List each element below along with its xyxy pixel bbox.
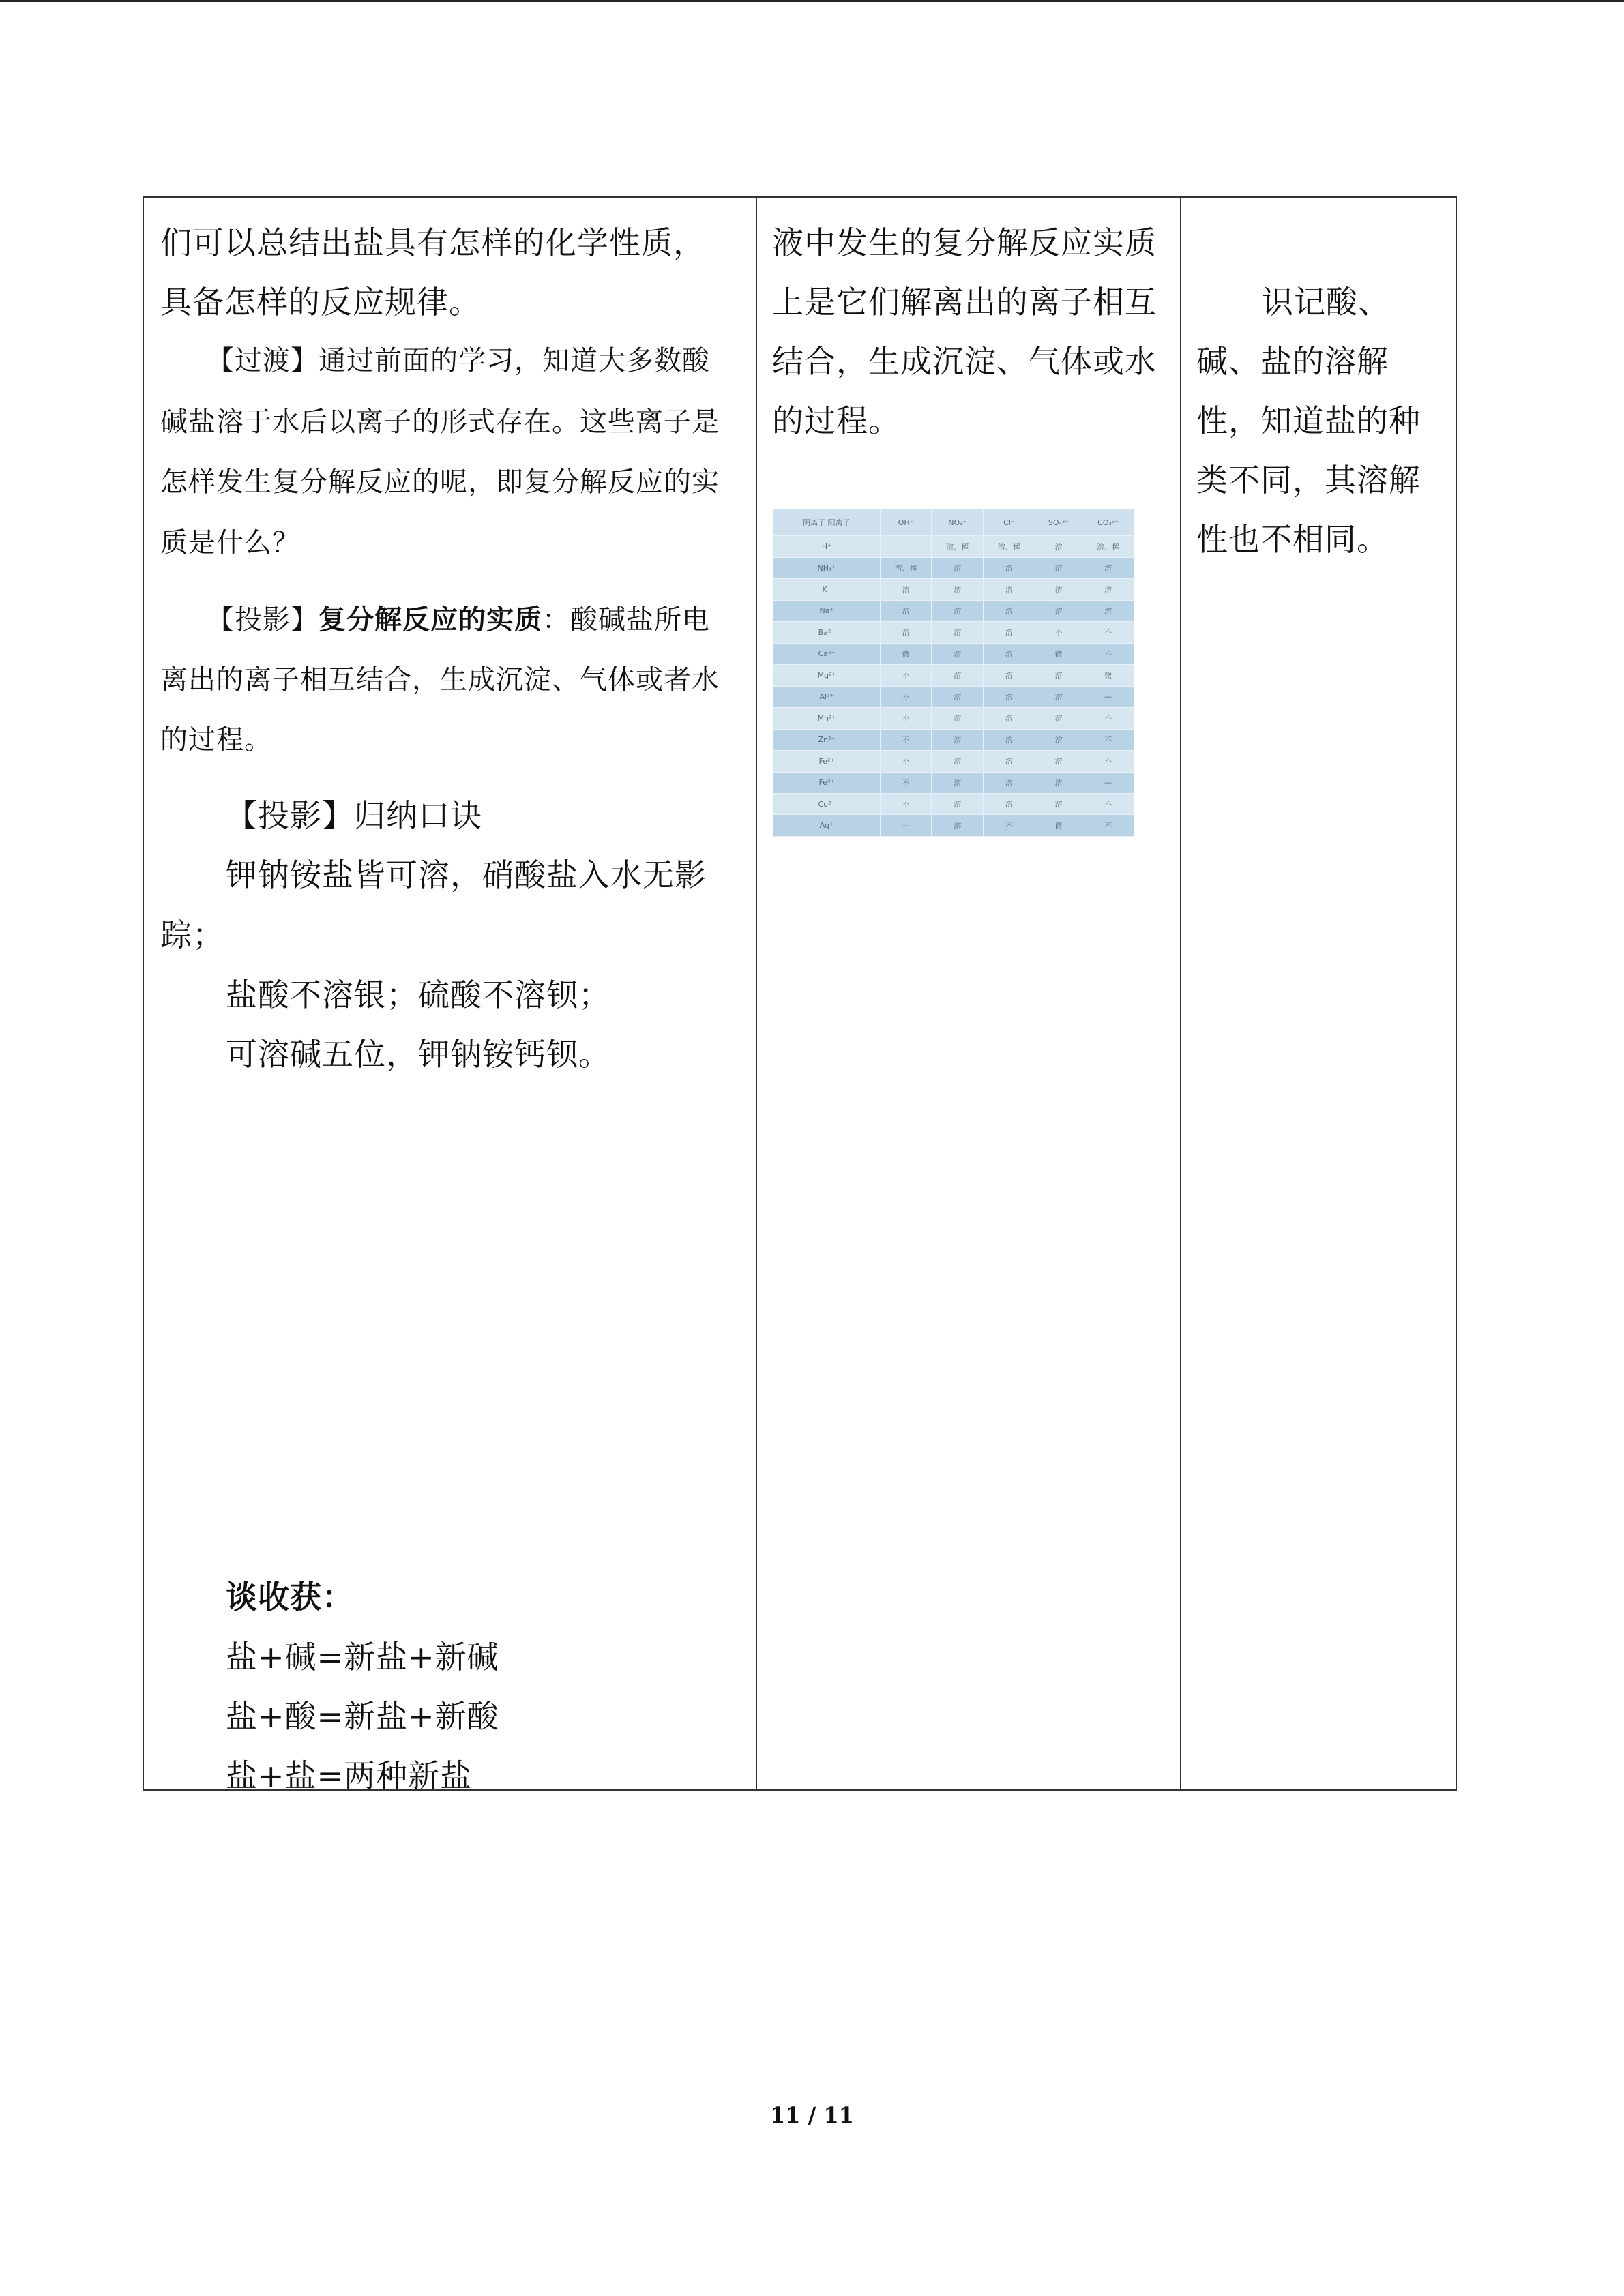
text-line: 具备怎样的反应规律。 bbox=[160, 284, 481, 320]
solubility-row bbox=[773, 557, 1134, 578]
transition-tag: 【过渡】 bbox=[207, 345, 319, 376]
solubility-row bbox=[773, 643, 1134, 664]
solubility-cell: 溶 bbox=[984, 729, 1035, 750]
text-line: ：酸碱盐所电 bbox=[542, 604, 710, 636]
solubility-cell: — bbox=[1082, 686, 1134, 707]
text-line: 上是它们解离出的离子相互 bbox=[772, 284, 1157, 320]
solubility-row bbox=[773, 772, 1134, 793]
text-line: 类不同，其溶解 bbox=[1196, 462, 1421, 498]
solubility-cell: 溶 bbox=[984, 751, 1035, 772]
solubility-cell: 溶 bbox=[932, 622, 984, 643]
text-line: 们可以总结出盐具有怎样的化学性质， bbox=[160, 224, 705, 261]
solubility-cell: Mg²⁺ bbox=[773, 665, 881, 686]
harvest-heading: 谈收获： bbox=[226, 1579, 354, 1615]
solubility-cell: 溶 bbox=[880, 600, 932, 621]
solubility-row bbox=[773, 665, 1134, 686]
solubility-cell: 溶 bbox=[984, 557, 1035, 578]
solubility-cell: 溶 bbox=[932, 772, 984, 793]
lesson-table bbox=[143, 196, 1457, 1794]
solubility-cell: 溶 bbox=[1082, 579, 1134, 600]
solubility-cell: 溶 bbox=[1035, 600, 1082, 621]
mnemonic-heading: 【投影】归纳口诀 bbox=[226, 797, 482, 834]
solubility-cell: 不 bbox=[1082, 622, 1134, 643]
text-line: 可溶碱五位，钾钠铵钙钡。 bbox=[226, 1036, 610, 1073]
solubility-cell: 溶 bbox=[880, 579, 932, 600]
solubility-cell: 不 bbox=[880, 729, 932, 750]
text-line: 盐+酸=新盐+新酸 bbox=[226, 1698, 499, 1735]
text-line: 踪； bbox=[160, 916, 224, 953]
solubility-cell: 不 bbox=[880, 751, 932, 772]
text-line: 盐+盐=两种新盐 bbox=[226, 1757, 473, 1794]
solubility-cell: 不 bbox=[880, 686, 932, 707]
solubility-row bbox=[773, 536, 1134, 557]
transition-paragraph bbox=[207, 339, 710, 378]
text-line: 离出的离子相互结合，生成沉淀、气体或者水 bbox=[160, 664, 720, 696]
solubility-row bbox=[773, 729, 1134, 750]
solubility-header-cell: NO₃⁻ bbox=[932, 509, 984, 536]
solubility-cell: Ag⁺ bbox=[773, 815, 881, 837]
solubility-table-image bbox=[773, 509, 1134, 837]
solubility-cell: 不 bbox=[984, 815, 1035, 837]
solubility-cell: 不 bbox=[880, 708, 932, 729]
solubility-cell: 溶 bbox=[1035, 579, 1082, 600]
page-number: 11 / 11 bbox=[769, 2102, 855, 2128]
solubility-cell: 溶 bbox=[880, 622, 932, 643]
solubility-cell: 微 bbox=[1035, 643, 1082, 664]
solubility-cell: 不 bbox=[1082, 793, 1134, 814]
solubility-cell: 溶 bbox=[1035, 708, 1082, 729]
solubility-cell: 不 bbox=[1082, 729, 1134, 750]
text-line: 的过程。 bbox=[160, 724, 272, 756]
solubility-header-cell: OH⁻ bbox=[880, 509, 932, 536]
solubility-cell: 溶 bbox=[1035, 772, 1082, 793]
text-line: 性也不相同。 bbox=[1196, 521, 1389, 558]
solubility-row bbox=[773, 793, 1134, 814]
projection-key-term: 复分解反应的实质 bbox=[319, 603, 542, 636]
solubility-cell: Na⁺ bbox=[773, 600, 881, 621]
text-line: 盐+碱=新盐+新碱 bbox=[226, 1639, 499, 1675]
solubility-cell: 不 bbox=[1082, 815, 1134, 837]
projection-tag: 【投影】 bbox=[207, 604, 319, 636]
teacher-activity-column bbox=[144, 198, 756, 1794]
solubility-header-cell: SO₄²⁻ bbox=[1035, 509, 1082, 536]
solubility-cell: Al³⁺ bbox=[773, 686, 881, 707]
solubility-row bbox=[773, 708, 1134, 729]
solubility-header-cell: Cl⁻ bbox=[984, 509, 1035, 536]
student-activity-column bbox=[757, 198, 1180, 1789]
solubility-cell: 溶、挥 bbox=[880, 557, 932, 578]
solubility-cell: 溶 bbox=[1035, 536, 1082, 557]
solubility-cell: 溶 bbox=[984, 793, 1035, 814]
solubility-row bbox=[773, 579, 1134, 600]
text-line: 碱、盐的溶解 bbox=[1196, 343, 1389, 380]
solubility-cell: — bbox=[1082, 772, 1134, 793]
solubility-cell: Ba²⁺ bbox=[773, 622, 881, 643]
solubility-header-cell: CO₃²⁻ bbox=[1082, 509, 1134, 536]
solubility-cell: 溶 bbox=[932, 708, 984, 729]
solubility-cell: Mn²⁺ bbox=[773, 708, 881, 729]
solubility-cell: 不 bbox=[1082, 751, 1134, 772]
solubility-cell: 溶 bbox=[932, 557, 984, 578]
solubility-cell: 不 bbox=[1082, 708, 1134, 729]
solubility-cell: Fe³⁺ bbox=[773, 772, 881, 793]
solubility-cell: 微 bbox=[1035, 815, 1082, 837]
solubility-cell: 溶 bbox=[932, 815, 984, 837]
solubility-cell: 溶、挥 bbox=[1082, 536, 1134, 557]
solubility-header-cell: 阴离子 阳离子 bbox=[773, 509, 881, 536]
solubility-cell: 溶 bbox=[1082, 557, 1134, 578]
solubility-cell: 溶 bbox=[1035, 729, 1082, 750]
solubility-cell: 溶 bbox=[984, 686, 1035, 707]
solubility-cell: 不 bbox=[880, 772, 932, 793]
text-line: 钾钠铵盐皆可溶，硝酸盐入水无影 bbox=[226, 856, 707, 893]
solubility-cell bbox=[880, 536, 932, 557]
text-line: 的过程。 bbox=[772, 402, 900, 439]
solubility-cell: 溶 bbox=[984, 579, 1035, 600]
text-line: 通过前面的学习，知道大多数酸 bbox=[319, 345, 710, 376]
solubility-row bbox=[773, 815, 1134, 837]
solubility-cell: 溶 bbox=[932, 600, 984, 621]
solubility-cell: 溶、挥 bbox=[932, 536, 984, 557]
text-line: 识记酸、 bbox=[1262, 284, 1390, 320]
solubility-header-row bbox=[773, 509, 1134, 536]
solubility-cell: 溶 bbox=[984, 600, 1035, 621]
solubility-cell: 溶 bbox=[984, 708, 1035, 729]
solubility-cell: 溶、挥 bbox=[984, 536, 1035, 557]
design-intent-column bbox=[1181, 198, 1457, 1789]
text-line: 性，知道盐的种 bbox=[1196, 402, 1421, 439]
text-line: 质是什么？ bbox=[160, 527, 300, 558]
projection-paragraph bbox=[207, 598, 710, 637]
solubility-cell: 溶 bbox=[984, 665, 1035, 686]
solubility-cell: 溶 bbox=[932, 579, 984, 600]
solubility-cell: 溶 bbox=[932, 643, 984, 664]
text-line: 结合，生成沉淀、气体或水 bbox=[772, 343, 1157, 380]
solubility-cell: 溶 bbox=[1035, 686, 1082, 707]
page-top-border bbox=[0, 0, 1624, 2]
solubility-cell: 溶 bbox=[984, 643, 1035, 664]
text-line: 怎样发生复分解反应的呢，即复分解反应的实 bbox=[160, 466, 720, 498]
solubility-cell: 溶 bbox=[932, 686, 984, 707]
solubility-cell: NH₄⁺ bbox=[773, 557, 881, 578]
text-line: 液中发生的复分解反应实质 bbox=[772, 224, 1157, 261]
solubility-cell: 溶 bbox=[932, 751, 984, 772]
solubility-cell: 不 bbox=[1035, 622, 1082, 643]
solubility-cell: 溶 bbox=[1035, 793, 1082, 814]
solubility-cell: Cu²⁺ bbox=[773, 793, 881, 814]
solubility-row bbox=[773, 686, 1134, 707]
solubility-cell: 溶 bbox=[1082, 600, 1134, 621]
solubility-cell: 溶 bbox=[1035, 665, 1082, 686]
solubility-cell: Fe²⁺ bbox=[773, 751, 881, 772]
solubility-cell: 不 bbox=[880, 665, 932, 686]
solubility-cell: 不 bbox=[880, 793, 932, 814]
solubility-row bbox=[773, 622, 1134, 643]
solubility-row bbox=[773, 600, 1134, 621]
text-line: 碱盐溶于水后以离子的形式存在。这些离子是 bbox=[160, 406, 720, 438]
solubility-cell: 微 bbox=[880, 643, 932, 664]
solubility-cell: 溶 bbox=[1035, 751, 1082, 772]
solubility-cell: 微 bbox=[1082, 665, 1134, 686]
text-line: 盐酸不溶银；硫酸不溶钡； bbox=[226, 976, 610, 1013]
solubility-cell: 溶 bbox=[932, 729, 984, 750]
solubility-cell: H⁺ bbox=[773, 536, 881, 557]
solubility-row bbox=[773, 751, 1134, 772]
solubility-cell: 溶 bbox=[984, 772, 1035, 793]
solubility-cell: Ca²⁺ bbox=[773, 643, 881, 664]
solubility-cell: K⁺ bbox=[773, 579, 881, 600]
solubility-cell: 溶 bbox=[984, 622, 1035, 643]
solubility-cell: — bbox=[880, 815, 932, 837]
solubility-cell: Zn²⁺ bbox=[773, 729, 881, 750]
solubility-cell: 不 bbox=[1082, 643, 1134, 664]
solubility-cell: 溶 bbox=[932, 793, 984, 814]
solubility-cell: 溶 bbox=[932, 665, 984, 686]
solubility-cell: 溶 bbox=[1035, 557, 1082, 578]
